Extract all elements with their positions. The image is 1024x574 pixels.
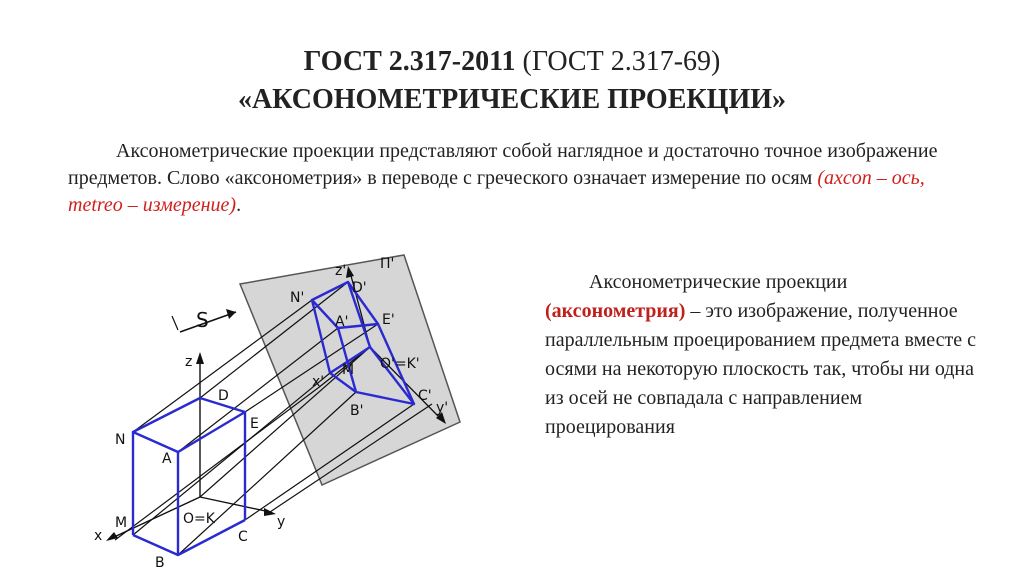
label-m-prime: M xyxy=(342,362,355,378)
intro-paragraph xyxy=(68,138,968,219)
slide-title xyxy=(0,42,1024,118)
title-gost xyxy=(0,42,1024,82)
intro-etymology: (axcon – ось, metreo – измерение) xyxy=(68,167,925,216)
label-a-prime: A' xyxy=(335,314,349,330)
label-y-prime: y' xyxy=(436,400,449,416)
label-m: M xyxy=(115,515,128,531)
label-x-prime: x' xyxy=(312,374,325,390)
title-subtitle: «АКСОНОМЕТРИЧЕСКИЕ ПРОЕКЦИИ» xyxy=(237,84,787,115)
label-plane: П' xyxy=(380,256,395,272)
intro-end: . xyxy=(236,194,242,216)
label-e-prime: E' xyxy=(382,312,395,328)
definition-rest: – это изображение, полученное параллельным проецированием предмета вместе с осями на некоторую плоскость так, чтобы ни одна из осей не совпадала с направлением проецирования xyxy=(545,300,976,438)
label-x: x xyxy=(94,528,103,544)
label-s: S xyxy=(196,308,209,332)
title-gost-current: ГОСТ 2.317-2011 xyxy=(303,46,516,77)
z-arrow xyxy=(196,352,204,364)
label-c-prime: C' xyxy=(418,388,432,404)
title-gost-old: (ГОСТ 2.317-69) xyxy=(522,46,721,77)
label-d-prime: D' xyxy=(352,280,367,296)
definition-lead: Аксонометрические проекции xyxy=(589,271,848,293)
label-ok-prime: O'=K' xyxy=(380,356,420,372)
label-z-prime: z' xyxy=(335,263,347,279)
original-box xyxy=(133,398,245,555)
label-e: E xyxy=(250,416,259,432)
definition-term: (аксонометрия) xyxy=(545,300,686,322)
label-n-prime: N' xyxy=(290,290,305,306)
definition-paragraph xyxy=(545,268,985,442)
label-b: B xyxy=(155,555,165,571)
label-a: A xyxy=(162,451,172,467)
intro-text: Аксонометрические проекции представляют собой наглядное и достаточно точное изображение предметов. Слово «аксонометрия» в переводе с греческого означает измерение по осям xyxy=(68,140,938,189)
label-c: C xyxy=(238,529,248,545)
label-n: N xyxy=(115,432,126,448)
label-d: D xyxy=(218,388,229,404)
label-y: y xyxy=(277,514,286,530)
label-ok: O=K xyxy=(183,511,215,527)
axonometric-projection-diagram xyxy=(85,248,465,574)
label-z: z xyxy=(185,354,193,370)
label-b-prime: B' xyxy=(350,403,364,419)
